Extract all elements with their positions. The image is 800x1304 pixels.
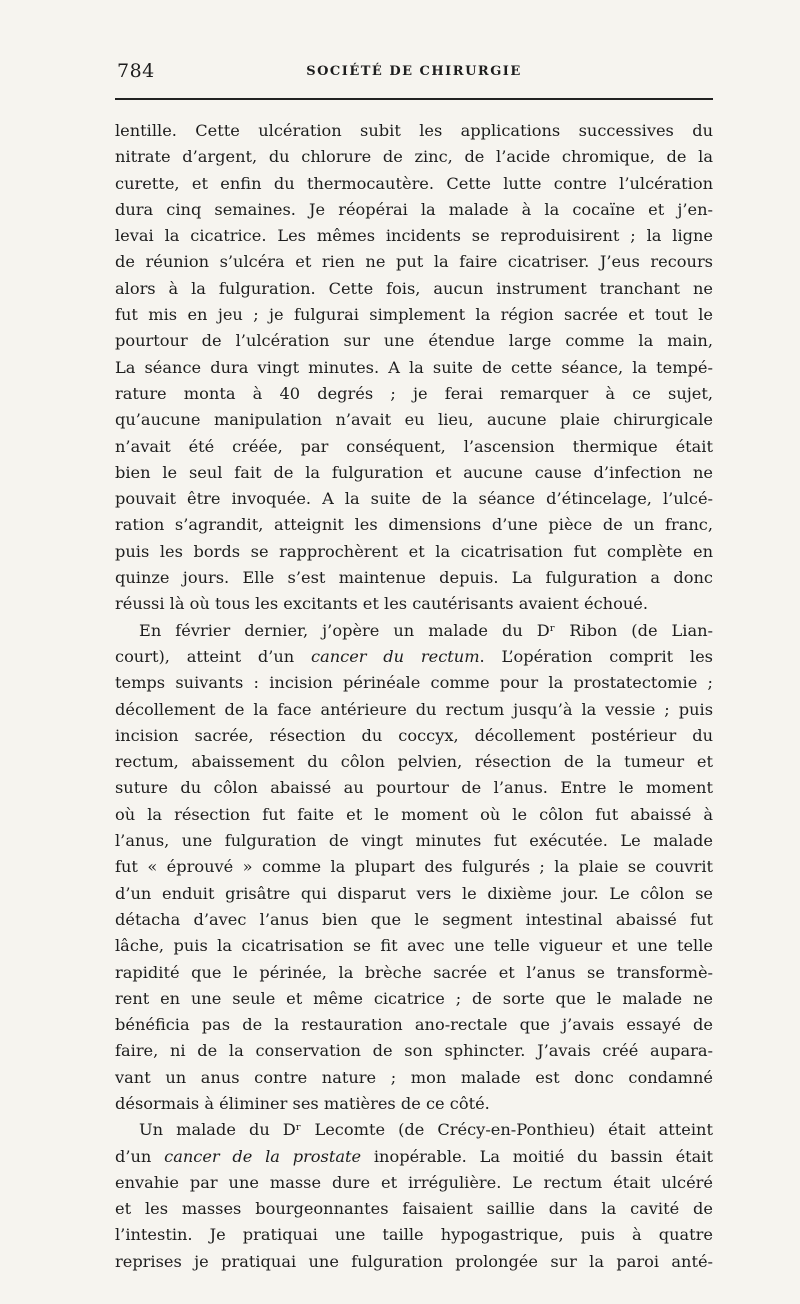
text-line: alors à la fulguration. Cette fois, aucun instrument tranchant ne: [115, 278, 713, 298]
page-number: 784: [117, 60, 155, 82]
text-line: fut mis en jeu ; je fulgurai simplement la région sacrée et tout le: [115, 305, 713, 325]
text-line: décollement de la face antérieure du rectum jusqu’à la vessie ; puis: [115, 699, 713, 719]
text-line: vant un anus contre nature ; mon malade est donc condamné: [115, 1067, 713, 1087]
text-line: pourtour de l’ulcération sur une étendue large comme la main,: [115, 331, 713, 351]
text-line: envahie par une masse dure et irrégulière. Le rectum était ulcéré: [115, 1172, 713, 1192]
text-line: bien le seul fait de la fulguration et aucune cause d’infection ne: [115, 462, 713, 482]
text-line: de réunion s’ulcéra et rien ne put la faire cicatriser. J’eus recours: [115, 252, 713, 272]
text-line: En février dernier, j’opère un malade du Dʳ Ribon (de Lian-: [139, 620, 713, 640]
text-line: fut « éprouvé » comme la plupart des fulgurés ; la plaie se couvrit: [115, 857, 713, 877]
body-text: [115, 118, 713, 1275]
text-line: puis les bords se rapprochèrent et la cicatrisation fut complète en: [115, 541, 713, 561]
paragraph: [115, 118, 713, 618]
paragraph: [115, 618, 713, 1118]
text-line: dura cinq semaines. Je réopérai la malade à la cocaïne et j’en-: [115, 199, 713, 219]
header-rule: [115, 98, 713, 100]
text-line: suture du côlon abaissé au pourtour de l’anus. Entre le moment: [115, 778, 713, 798]
text-line: et les masses bourgeonnantes faisaient saillie dans la cavité de: [115, 1199, 713, 1219]
text-line: l’anus, une fulguration de vingt minutes fut exécutée. Le malade: [115, 831, 713, 851]
text-line: lâche, puis la cicatrisation se fit avec une telle vigueur et une telle: [115, 936, 713, 956]
text-line: réussi là où tous les excitants et les cautérisants avaient échoué.: [115, 594, 648, 614]
page-header: [115, 58, 713, 88]
text-line: qu’aucune manipulation n’avait eu lieu, aucune plaie chirurgicale: [115, 410, 713, 430]
text-line: d’un cancer de la prostate inopérable. La moitié du bassin était: [115, 1146, 713, 1166]
text-line: lentille. Cette ulcération subit les applications successives du: [115, 121, 713, 140]
text-line: Un malade du Dʳ Lecomte (de Crécy-en-Ponthieu) était atteint: [139, 1120, 713, 1140]
text-line: court), atteint d’un cancer du rectum. L’opération comprit les: [115, 646, 713, 666]
text-line: quinze jours. Elle s’est maintenue depuis. La fulguration a donc: [115, 568, 713, 588]
text-line: bénéficia pas de la restauration ano-rectale que j’avais essayé de: [115, 1015, 713, 1035]
text-line: La séance dura vingt minutes. A la suite de cette séance, la tempé-: [115, 357, 713, 377]
text-line: ration s’agrandit, atteignit les dimensions d’une pièce de un franc,: [115, 515, 713, 535]
text-line: rapidité que le périnée, la brèche sacrée et l’anus se transformè-: [115, 962, 713, 982]
text-line: où la résection fut faite et le moment où le côlon fut abaissé à: [115, 804, 713, 824]
text-line: incision sacrée, résection du coccyx, décollement postérieur du: [115, 725, 713, 745]
text-line: pouvait être invoquée. A la suite de la séance d’étincelage, l’ulcé-: [115, 489, 713, 509]
text-line: temps suivants : incision périnéale comme pour la prostatectomie ;: [115, 673, 713, 693]
running-head: SOCIÉTÉ DE CHIRURGIE: [306, 64, 522, 79]
italic-phrase: cancer de la prostate: [164, 1146, 362, 1166]
text-line: rature monta à 40 degrés ; je ferai remarquer à ce sujet,: [115, 383, 713, 403]
text-line: faire, ni de la conservation de son sphincter. J’avais créé aupara-: [115, 1041, 713, 1061]
text-line: reprises je pratiquai une fulguration prolongée sur la paroi anté-: [115, 1251, 713, 1271]
text-line: désormais à éliminer ses matières de ce côté.: [115, 1093, 490, 1113]
text-line: curette, et enfin du thermocautère. Cette lutte contre l’ulcération: [115, 173, 713, 193]
text-line: rectum, abaissement du côlon pelvien, résection de la tumeur et: [115, 752, 713, 772]
text-line: d’un enduit grisâtre qui disparut vers le dixième jour. Le côlon se: [115, 883, 713, 903]
text-line: détacha d’avec l’anus bien que le segment intestinal abaissé fut: [115, 909, 713, 929]
text-line: levai la cicatrice. Les mêmes incidents se reproduisirent ; la ligne: [115, 226, 713, 246]
text-line: l’intestin. Je pratiquai une taille hypogastrique, puis à quatre: [115, 1225, 713, 1245]
text-line: nitrate d’argent, du chlorure de zinc, de l’acide chromique, de la: [115, 147, 713, 167]
text-line: rent en une seule et même cicatrice ; de sorte que le malade ne: [115, 988, 713, 1008]
paragraph: [115, 1117, 713, 1275]
text-line: n’avait été créée, par conséquent, l’ascension thermique était: [115, 436, 713, 456]
italic-phrase: cancer du rectum: [311, 646, 480, 666]
